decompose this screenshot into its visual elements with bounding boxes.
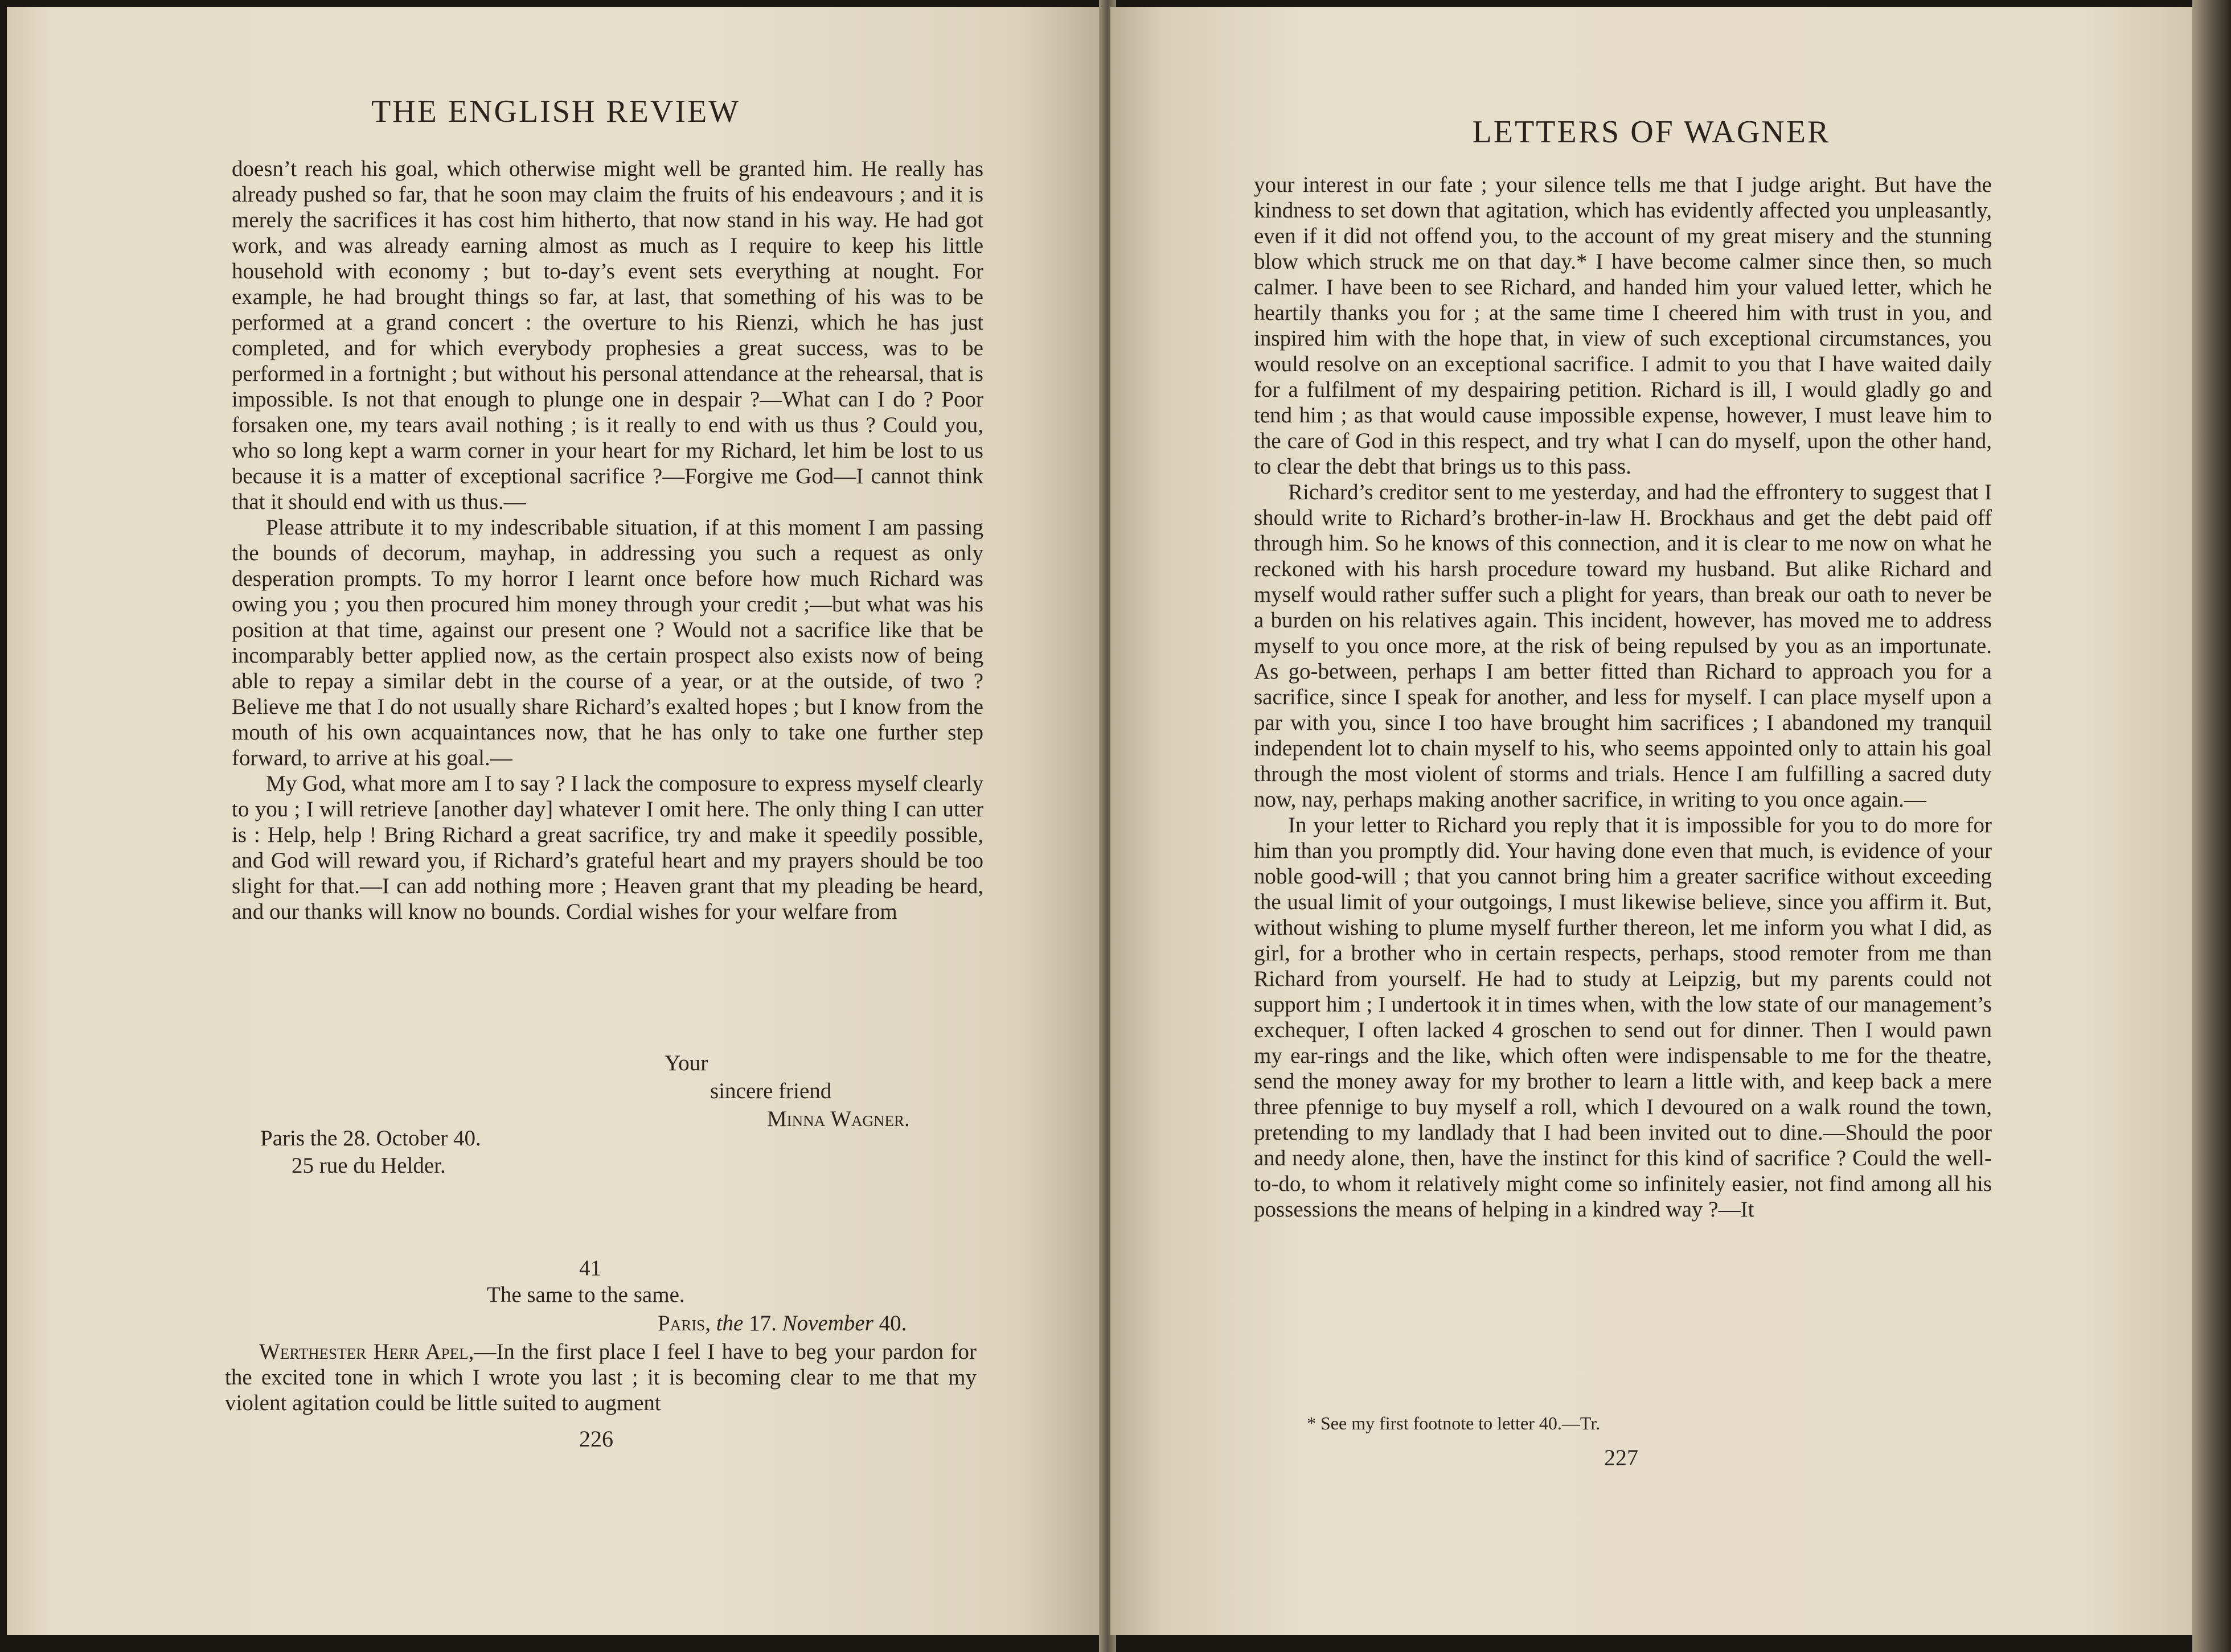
letter-dateline [658, 1310, 907, 1336]
paragraph: your interest in our fate ; your silence tells me that I judge aright. But have the kindness to set down that agitation, which has evidently affected you unpleasantly, even if it did not offend you, to the account of my great misery and the stunning blow which struck me on that day.* I have become calmer since then, so much calmer. I have been to see Richard, and handed him your valued letter, which he heartily thanks you for ; at the same time I cheered him with trust in you, and inspired him with the hope that, in view of such exceptional circumstances, you would resolve on an exceptional sacrifice. I admit to you that I have waited daily for a fulfilment of my despairing petition. Richard is ill, I would gladly go and tend him ; as that would cause impossible expense, however, I must leave him to the care of God in this respect, and try what I can do myself, upon the other hand, to clear the debt that brings us to this pass. [1254, 172, 1992, 479]
running-head-left: THE ENGLISH REVIEW [371, 94, 741, 129]
footnote: * See my first footnote to letter 40.—Tr. [1307, 1413, 1601, 1433]
salutation: Werthester Herr Apel, [259, 1339, 474, 1364]
page-number-right: 227 [1604, 1445, 1638, 1470]
paragraph: My God, what more am I to say ? I lack the composure to express myself clearly to you ; I will retrieve [another day] whatever I omit here. The only thing I can utter is : Help, help ! Bring Richard a great sacrifice, try and make it speedily possible, and God will reward you, if Richard’s grateful heart and my prayers should be too slight for that.—I can add nothing more ; Heaven grant that my pleading be heard, and our thanks will know no bounds. Cordial wishes for your welfare from [232, 771, 983, 924]
signature: Minna Wagner. [767, 1107, 910, 1131]
place-date-line1: Paris the 28. October 40. [260, 1126, 481, 1150]
paragraph: Richard’s creditor sent to me yesterday, and had the effrontery to suggest that I should write to Richard’s brother-in-law H. Brockhaus and get the debt paid off through him. So he knows of this connection, and it is clear to me now on what he reckoned with his harsh procedure toward my husband. But alike Richard and myself would rather suffer such a plight for years, than break our oath to never be a burden on his relatives again. This incident, however, has moved me to address myself to you once more, at the risk of being repulsed by you as an importunate. As go-between, perhaps I am better fitted than Richard to approach you for a sacrifice, since I speak for another, and less for myself. I can place myself upon a par with you, since I too have brought him sacrifices ; I abandoned my tranquil independent lot to chain myself to his, who seems appointed only to attain his goal through the most violent of storms and trials. Hence I am fulfilling a sacred duty now, nay, perhaps making another sacrifice, in writing to you once again.— [1254, 480, 1992, 812]
book-edge [2192, 0, 2231, 1652]
dateline-day: 17. [749, 1311, 777, 1335]
paragraph: doesn’t reach his goal, which otherwise might well be granted him. He really has already pushed so far, that he soon may claim the fruits of his endeavours ; and it is merely the sacrifices it has cost him hitherto, that now stand in his way. He had got work, and was already earning almost as much as I require to keep his little household with economy ; but to-day’s event sets everything at nought. For example, he had brought things so far, at last, that something of his was to be performed at a grand concert : the overture to his Rienzi, which he has just completed, and for which everybody prophesies a great success, was to be performed in a fortnight ; but without his personal attendance at the rehearsal, that is impossible. Is not that enough to plunge one in despair ?—What can I do ? Poor forsaken one, my tears avail nothing ; is it really to end with us thus ? Could you, who so long kept a warm corner in your heart for my Richard, let him be lost to us because it is a matter of exceptional sacrifice ?—Forgive me God—I cannot think that it should end with us thus.— [232, 157, 983, 514]
running-head-right: LETTERS OF WAGNER [1472, 114, 1831, 150]
right-page [1110, 7, 2192, 1635]
place-date-line2: 25 rue du Helder. [292, 1153, 446, 1178]
letter-41-opening [225, 1339, 977, 1416]
dateline-year: 40. [879, 1311, 907, 1335]
dateline-month: November [782, 1311, 873, 1335]
left-page [7, 7, 1105, 1635]
paragraph [225, 1339, 977, 1416]
page-number-left: 226 [579, 1426, 613, 1452]
dateline-the: the [716, 1311, 744, 1335]
paragraph: In your letter to Richard you reply that it is impossible for you to do more for him than you promptly did. Your having done even that much, is evidence of your noble good-will ; that you cannot bring him a greater sacrifice without exceeding the usual limit of your outgoings, I must likewise believe, since you affirm it. But, without wishing to plume myself further thereon, let me inform you what I did, as girl, for a brother who in certain respects, perhaps, stood remoter from me than Richard from yourself. He had to study at Leipzig, but my parents could not support him ; I undertook it in times when, with the low state of our management’s exchequer, I often lacked 4 groschen to send out for dinner. Then I would pawn my ear-rings and the like, which often were indispensable to me for the theatre, send the money away for my brother to learn a little with, and keep back a mere three pfennige to buy myself a roll, which I devoured on a walk round the town, pretending to my landlady that I had been invited out to dine.—Should the poor and needy alone, then, have the instinct for this kind of sacrifice ? Could the well-to-do, to whom it relatively might come so infinitely easier, not find among all his possessions the means of helping in a kindred way ?—It [1254, 813, 1992, 1222]
closing-your: Your [665, 1051, 708, 1075]
closing-sincere-friend: sincere friend [710, 1079, 832, 1103]
letter-number: 41 [579, 1256, 601, 1280]
right-body-text [1254, 172, 1992, 1222]
left-body-text [232, 156, 983, 924]
letter-heading: The same to the same. [487, 1283, 685, 1307]
dateline-place: Paris, [658, 1311, 711, 1335]
opening-text: —In the first place I feel I have to beg your pardon for the excited tone in which I wrote you last ; it is becoming clear to me that my violent agitation could be little suited to augment [225, 1339, 977, 1415]
paragraph: Please attribute it to my indescribable situation, if at this moment I am passing the bounds of decorum, mayhap, in addressing you such a request as only desperation prompts. To my horror I learnt once before how much Richard was owing you ; you then procured him money through your credit ;—but what was his position at that time, against our present one ? Would not a sacrifice like that be incomparably better applied now, as the certain prospect also exists now of being able to repay a similar debt in the course of a year, or at the outside, of two ? Believe me that I do not usually share Richard’s exalted hopes ; but I know from the mouth of his own acquaintances now, that he has only to take one further step forward, to arrive at his goal.— [232, 515, 983, 770]
